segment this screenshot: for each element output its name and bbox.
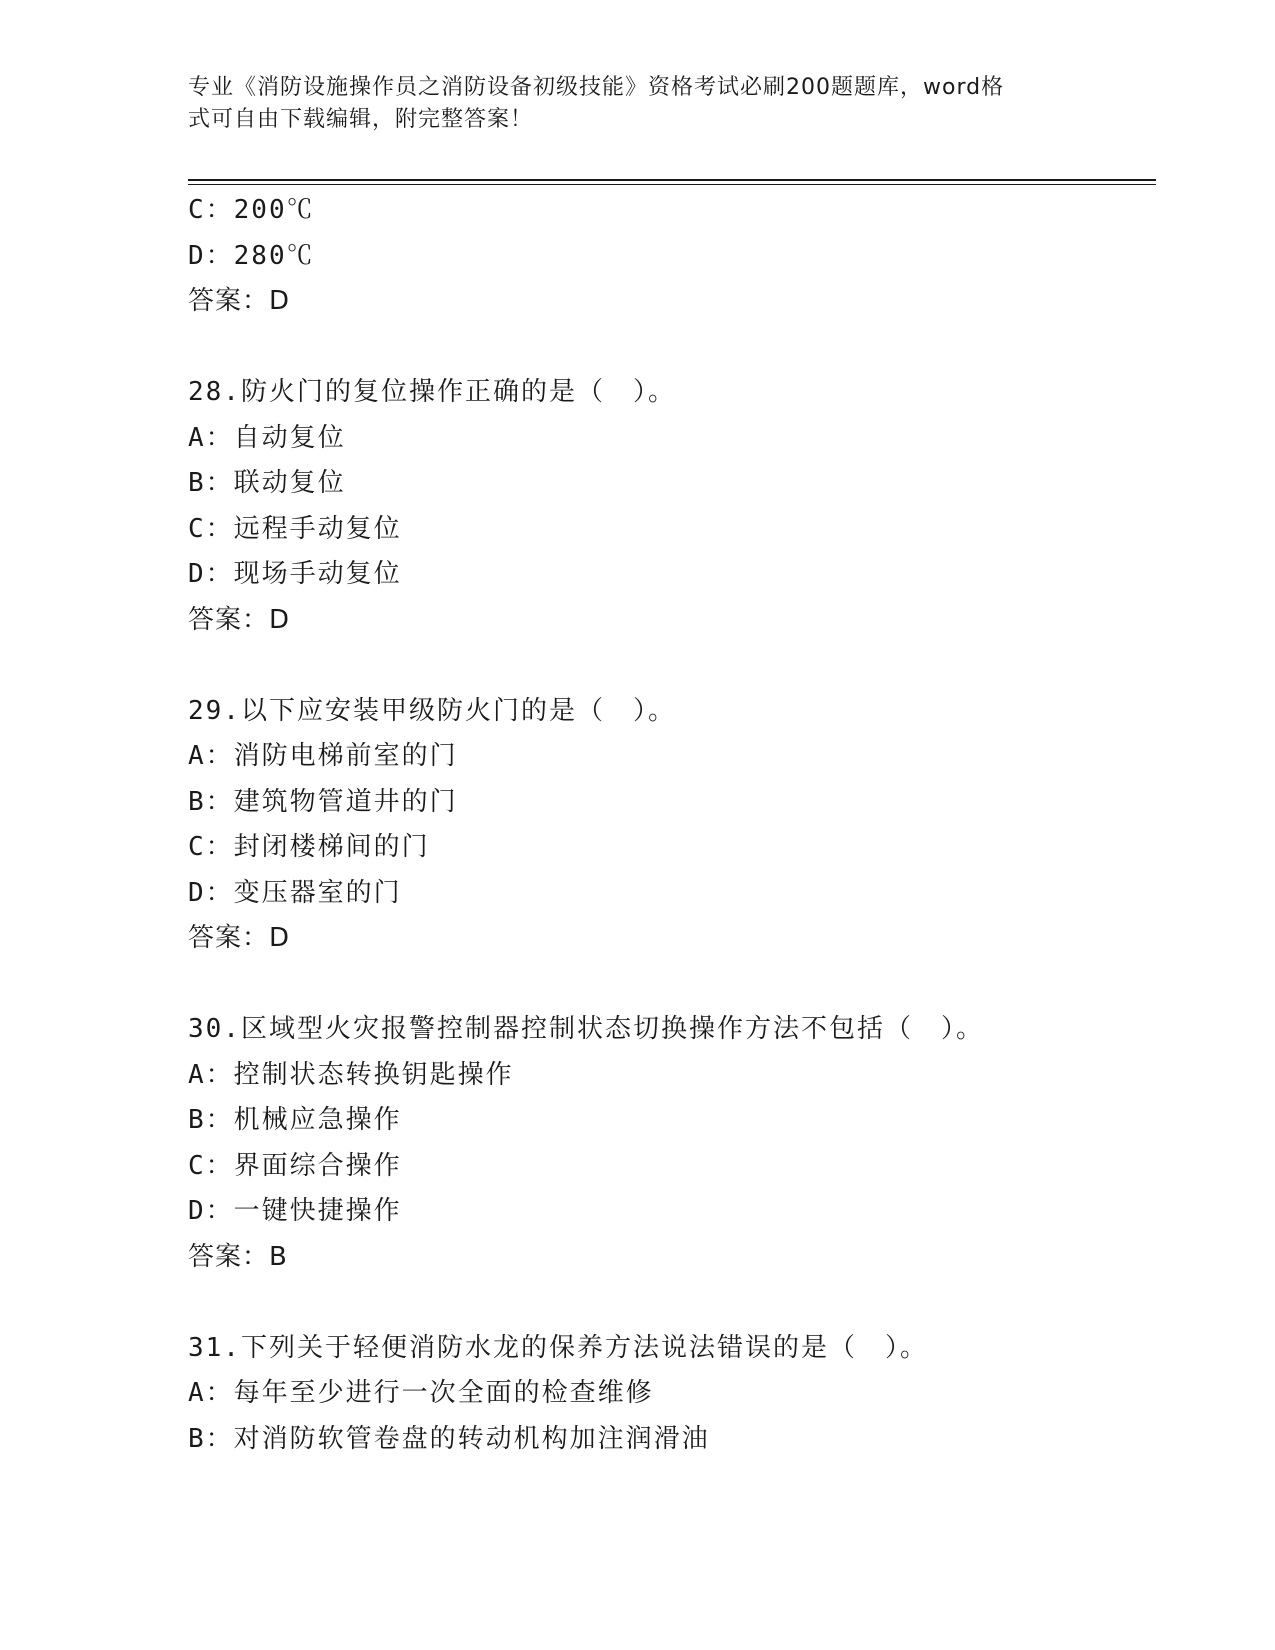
spacer [188,962,1156,1008]
answer-line: 答案：D [188,286,291,316]
option-c: C：界面综合操作 [188,1150,402,1181]
question-stem: 29.以下应安装甲级防火门的是（ ）。 [188,695,676,726]
option-c: C：200℃ [188,195,315,225]
option-d: D：现场手动复位 [188,559,402,589]
option-d: D：变压器室的门 [188,877,402,908]
header-line-1: 专业《消防设施操作员之消防设备初级技能》资格考试必刷200题题库，word格 [188,75,1005,100]
option-a: A：自动复位 [188,422,346,453]
option-d: D：280℃ [188,240,315,271]
option-b: B：机械应急操作 [188,1105,402,1135]
question-list [188,188,1156,1462]
header-divider-thick [188,179,1156,181]
option-b: B：建筑物管道井的门 [188,786,458,817]
option-a: A：消防电梯前室的门 [188,741,458,771]
header-divider-thin [188,184,1156,185]
option-a: A：每年至少进行一次全面的检查维修 [188,1378,654,1408]
option-a: A：控制状态转换钥匙操作 [188,1059,514,1090]
option-c: C：封闭楼梯间的门 [188,832,430,862]
question-stem: 31.下列关于轻便消防水龙的保养方法说法错误的是（ ）。 [188,1332,928,1363]
answer-line: 答案：B [188,1241,288,1272]
question-stem: 30.区域型火灾报警控制器控制状态切换操作方法不包括（ ）。 [188,1014,984,1044]
spacer [188,1280,1156,1326]
answer-line: 答案：D [188,604,291,635]
spacer [188,643,1156,689]
answer-line: 答案：D [188,923,291,953]
option-c: C：远程手动复位 [188,513,402,544]
question-stem: 28.防火门的复位操作正确的是（ ）。 [188,377,676,407]
document-header [188,72,1068,136]
spacer [188,325,1156,371]
header-line-2: 式可自由下载编辑，附完整答案！ [188,107,534,132]
option-b: B：联动复位 [188,468,346,498]
option-b: B：对消防软管卷盘的转动机构加注润滑油 [188,1423,710,1454]
option-d: D：一键快捷操作 [188,1196,402,1226]
